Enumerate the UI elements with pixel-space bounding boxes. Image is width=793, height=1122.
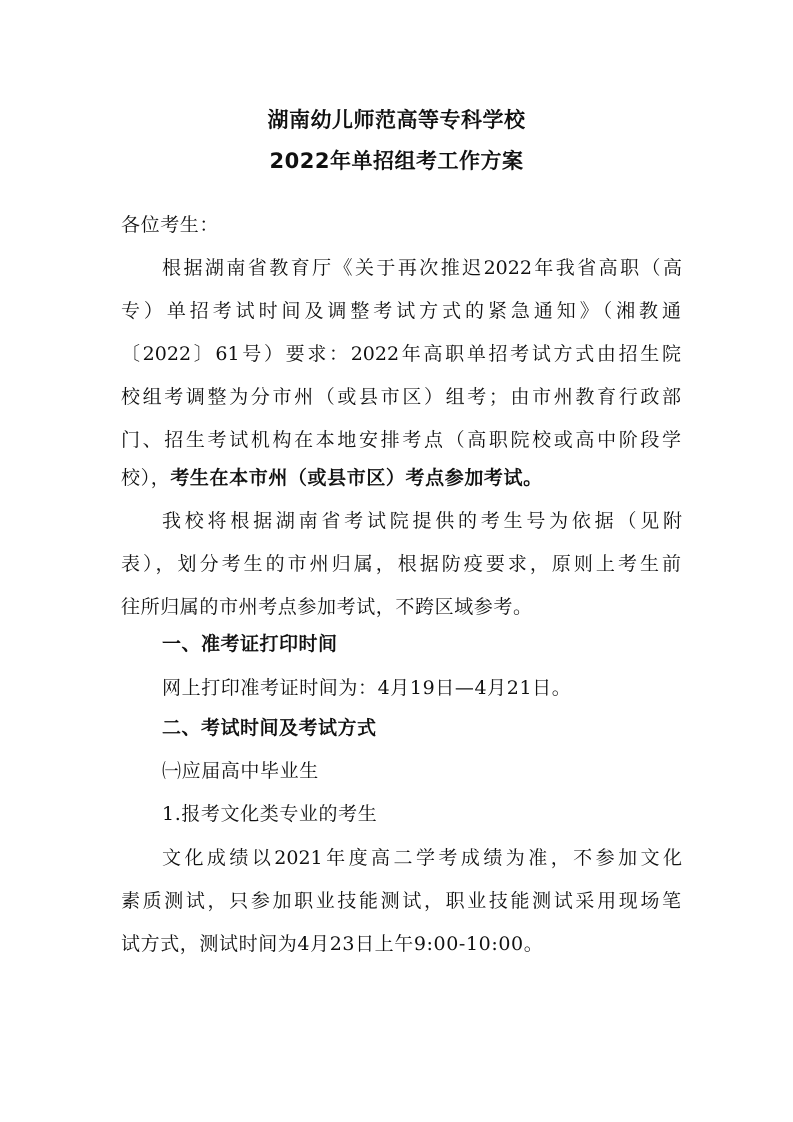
paragraph-line: 试方式，测试时间为4月23日上午9:00-10:00。	[121, 933, 544, 955]
section-heading-2: 二、考试时间及考试方式	[162, 717, 377, 739]
document-title-line1: 湖南幼儿师范高等专科学校	[267, 108, 526, 132]
paragraph-line: 往所归属的市州考点参加考试，不跨区域参考。	[121, 596, 533, 618]
paragraph-line: 专）单招考试时间及调整考试方式的紧急通知》（湘教通	[121, 300, 681, 322]
paragraph-line: 表），划分考生的市州归属，根据防疫要求，原则上考生前	[121, 553, 681, 575]
document-title-line2: 2022年单招组考工作方案	[269, 149, 524, 173]
paragraph-line: 素质测试，只参加职业技能测试，职业技能测试采用现场笔	[121, 890, 681, 912]
paragraph-line: 校组考调整为分市州（或县市区）组考；由市州教育行政部	[121, 386, 681, 408]
paragraph-line: 门、招生考试机构在本地安排考点（高职院校或高中阶段学	[121, 429, 681, 451]
paragraph-line: 根据湖南省教育厅《关于再次推迟2022年我省高职（高	[162, 257, 682, 279]
list-item-heading: 1.报考文化类专业的考生	[162, 803, 378, 825]
paragraph-line-last	[121, 465, 681, 491]
paragraph-line: 〔2022〕61号）要求：2022年高职单招考试方式由招生院	[121, 343, 681, 365]
salutation: 各位考生：	[121, 214, 220, 236]
paragraph-line: 文化成绩以2021年度高二学考成绩为准，不参加文化	[162, 847, 682, 869]
section-heading-1: 一、准考证打印时间	[162, 633, 338, 655]
paragraph-text: 校），	[121, 467, 171, 489]
emphasized-text: 考生在本市州（或县市区）考点参加考试。	[170, 467, 543, 489]
paragraph-line: 我校将根据湖南省考试院提供的考生号为依据（见附	[162, 510, 682, 532]
section-1-text: 网上打印准考证时间为：4月19日—4月21日。	[162, 677, 572, 699]
subsection-heading: ㈠应届高中毕业生	[162, 760, 319, 782]
